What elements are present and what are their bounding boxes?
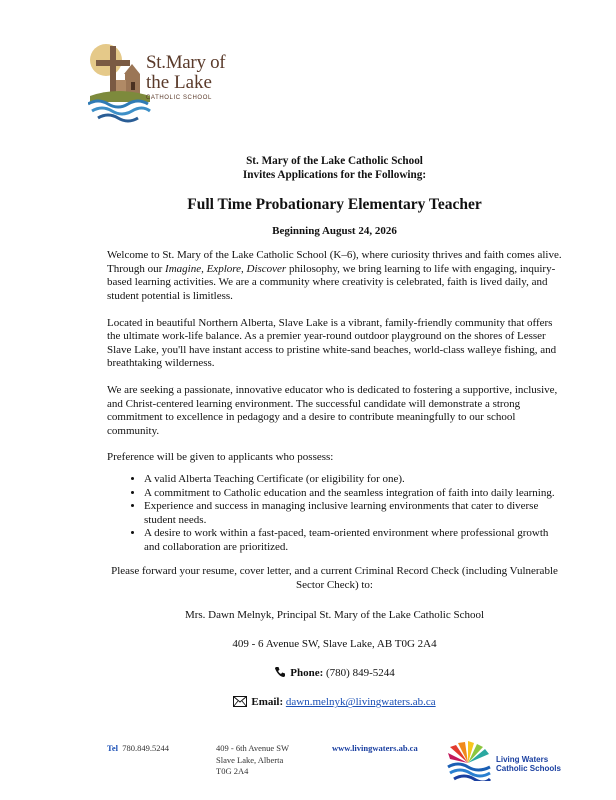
footer-address: 409 - 6th Avenue SW Slave Lake, Alberta T0G 2A4 [216, 743, 290, 776]
document-body [107, 154, 562, 712]
phone-number[interactable]: (780) 849-5244 [326, 666, 395, 679]
job-title: Full Time Probationary Elementary Teacher [187, 196, 482, 213]
principal-name: Mrs. Dawn Melnyk, Principal St. Mary of the Lake Catholic School [184, 608, 485, 621]
logo-wordmark [146, 53, 225, 101]
phone-label: Phone: [290, 666, 324, 679]
list-item: • A valid Alberta Teaching Certificate (or eligibility for one). [144, 473, 562, 487]
footer-tel-label: Tel [107, 743, 119, 753]
logo-line-2: the Lake [146, 72, 212, 93]
intro-paragraph: Welcome to St. Mary of the Lake Catholic School (K–6), where curiosity thrives and faith comes alive. Through our Imagine, Explore, Discover philosophy, we bring learning to life with engaging, inquiry-based learning activities. We are a community where creativity is celebrated, faith is lived daily, and student potential is limitless. [107, 249, 562, 302]
seeking-paragraph: We are seeking a passionate, innovative educator who is dedicated to fostering a supportive, inclusive, and Christ-centered learning environment. The successful candidate will demonstrate a strong commitment to excellence in pedagogy and a desire to contribute meaningfully to our school community. [107, 383, 558, 437]
logo-subtitle: CATHOLIC SCHOOL [146, 95, 212, 101]
school-logo [88, 40, 268, 126]
invites-line: Invites Applications for the Following: [242, 169, 427, 181]
philosophy-name: Imagine, Explore, Discover [165, 262, 287, 275]
list-item: • Experience and success in managing inclusive learning environments that cater to diverse student needs. [144, 500, 562, 527]
footer-tel-number: 780.849.5244 [122, 743, 170, 753]
preference-intro: Preference will be given to applicants who possess: [107, 451, 334, 464]
start-date: Beginning August 24, 2026 [272, 224, 397, 237]
footer [0, 743, 616, 800]
footer-website-link[interactable]: www.livingwaters.ab.ca [332, 743, 418, 753]
phone-row [107, 666, 562, 683]
email-row [107, 696, 562, 712]
forward-instructions: Please forward your resume, cover letter, and a current Criminal Record Check (including Vulnerable Sector Check) to: [111, 565, 558, 592]
list-item: • A desire to work within a fast-paced, team-oriented environment where professional growth and collaboration are prioritized. [144, 527, 562, 554]
email-link[interactable]: dawn.melnyk@livingwaters.ab.ca [285, 696, 436, 709]
logo-line-1: St.Mary of [146, 52, 226, 73]
phone-icon [274, 666, 286, 683]
footer-phone [107, 743, 169, 755]
list-item: • A commitment to Catholic education and the seamless integration of faith into daily learning. [144, 487, 562, 501]
qualifications-list [107, 473, 562, 555]
email-icon [233, 696, 247, 712]
school-address: 409 - 6 Avenue SW, Slave Lake, AB T0G 2A4 [232, 638, 437, 651]
school-heading [107, 154, 562, 182]
living-waters-wordmark: Living Waters Catholic Schools [496, 755, 561, 773]
school-name: St. Mary of the Lake Catholic School [246, 155, 423, 167]
living-waters-icon [446, 741, 494, 781]
email-label: Email: [251, 696, 284, 709]
living-waters-logo [446, 741, 576, 787]
location-paragraph: Located in beautiful Northern Alberta, Slave Lake is a vibrant, family-friendly community that offers the ultimate work-life balance. As a premier year-round outdoor playground on the shores of Lesser Slave Lake, you'll have instant access to pristine white-sand beaches, world-class walleye fishing, and breathtaking wilderness. [107, 316, 557, 370]
